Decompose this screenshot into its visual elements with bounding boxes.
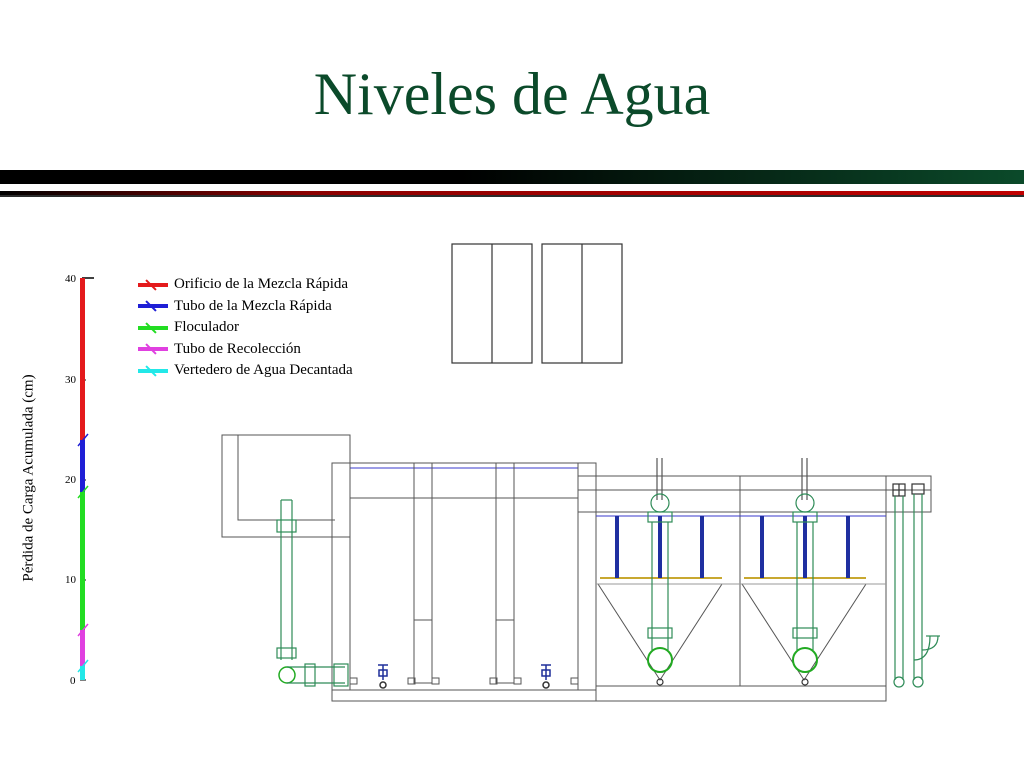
flocculator [332, 463, 596, 701]
head-loss-axis-label: Pérdida de Carga Acumulada (cm) [20, 374, 37, 582]
entrance-tank [222, 435, 350, 537]
outlet-pipes [893, 484, 940, 687]
legend-label: Orificio de la Mezcla Rápida [174, 276, 349, 293]
collection-pipes [648, 458, 817, 685]
legend-label: Tubo de la Mezcla Rápida [174, 297, 332, 314]
tick-label-20: 20 [65, 474, 76, 486]
drain-valves [378, 665, 551, 688]
legend-label: Tubo de Recolección [174, 340, 301, 357]
sedimentation-tanks [578, 476, 931, 701]
legend-label: Floculador [174, 319, 239, 336]
storage-tanks [452, 244, 622, 363]
tick-label-0: 0 [70, 675, 76, 687]
tick-label-40: 40 [65, 273, 76, 285]
inlet-pipe [277, 500, 348, 686]
tick-label-30: 30 [65, 374, 76, 386]
legend-label: Vertedero de Agua Decantada [174, 362, 353, 379]
slide-title: Niveles de Agua [313, 61, 711, 127]
head-loss-bar [78, 278, 94, 680]
tick-label-10: 10 [65, 574, 76, 586]
